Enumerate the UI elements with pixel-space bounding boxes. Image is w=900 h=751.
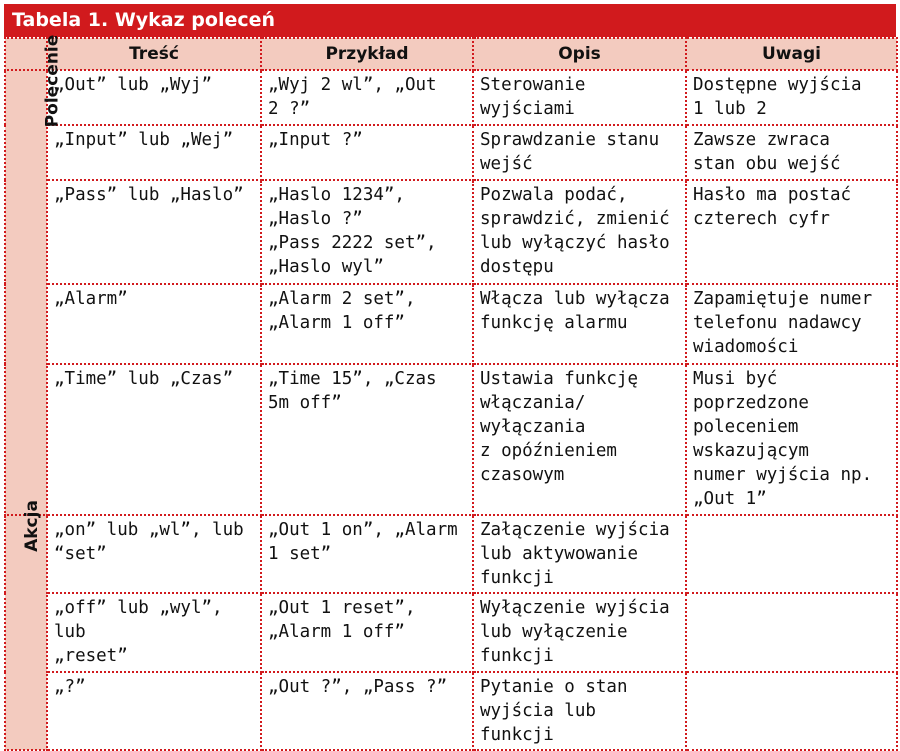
cell-opis: Włącza lub wyłącza funkcję alarmu [473,284,686,364]
cell-uwagi: Musi być poprzedzone poleceniem wskazującym numer wyjścia np. „Out 1” [686,364,897,515]
cell-opis: Ustawia funkcję włączania/ wyłączania z opóźnieniem czasowym [473,364,686,515]
cell-tresc: „Pass” lub „Haslo” [47,180,261,284]
cell-przyklad: „Out 1 reset”, „Alarm 1 off” [261,593,473,672]
table-row [5,515,897,593]
cell-tresc: „?” [47,672,261,750]
cell-uwagi: Hasło ma postać czterech cyfr [686,180,897,284]
header-przyklad: Przykład [261,38,473,70]
header-row [5,38,897,70]
cell-tresc: „Out” lub „Wyj” [47,70,261,125]
table-row [5,364,897,515]
header-opis: Opis [473,38,686,70]
cell-przyklad: „Wyj 2 wl”, „Out 2 ?” [261,70,473,125]
cell-opis: Załączenie wyjścia lub aktywowanie funkcji [473,515,686,593]
cell-tresc: „on” lub „wl”, lub “set” [47,515,261,593]
table-row [5,672,897,750]
cell-opis: Pytanie o stan wyjścia lub funkcji [473,672,686,750]
cell-uwagi [686,672,897,750]
table-row [5,70,897,125]
cell-uwagi [686,515,897,593]
cell-przyklad: „Input ?” [261,125,473,180]
cell-przyklad: „Haslo 1234”, „Haslo ?” „Pass 2222 set”, „Haslo wyl” [261,180,473,284]
cell-tresc: „Alarm” [47,284,261,364]
group-label-text: Polecenie [42,34,63,128]
cell-uwagi: Dostępne wyjścia 1 lub 2 [686,70,897,125]
header-corner [5,38,47,70]
cell-przyklad: „Out 1 on”, „Alarm 1 set” [261,515,473,593]
commands-table [4,34,898,751]
table-row [5,125,897,180]
cell-tresc: „off” lub „wyl”, lub „reset” [47,593,261,672]
cell-uwagi: Zawsze zwraca stan obu wejść [686,125,897,180]
cell-tresc: „Input” lub „Wej” [47,125,261,180]
table-title: Tabela 1. Wykaz poleceń [4,4,896,37]
cell-uwagi: Zapamiętuje numer telefonu nadawcy wiadomości [686,284,897,364]
cell-tresc: „Time” lub „Czas” [47,364,261,515]
cell-przyklad: „Time 15”, „Czas 5m off” [261,364,473,515]
table-row [5,180,897,284]
table-row [5,284,897,364]
header-uwagi: Uwagi [686,38,897,70]
cell-uwagi [686,593,897,672]
cell-przyklad: „Alarm 2 set”, „Alarm 1 off” [261,284,473,364]
cell-opis: Pozwala podać, sprawdzić, zmienić lub wyłączyć hasło dostępu [473,180,686,284]
table-row [5,593,897,672]
cell-opis: Sterowanie wyjściami [473,70,686,125]
group-label-text: Akcja [21,500,42,552]
cell-opis: Sprawdzanie stanu wejść [473,125,686,180]
group-label-polecenie [5,34,63,515]
cell-opis: Wyłączenie wyjścia lub wyłączenie funkcji [473,593,686,672]
header-tresc: Treść [47,38,261,70]
cell-przyklad: „Out ?”, „Pass ?” [261,672,473,750]
group-label-akcja [5,500,47,750]
